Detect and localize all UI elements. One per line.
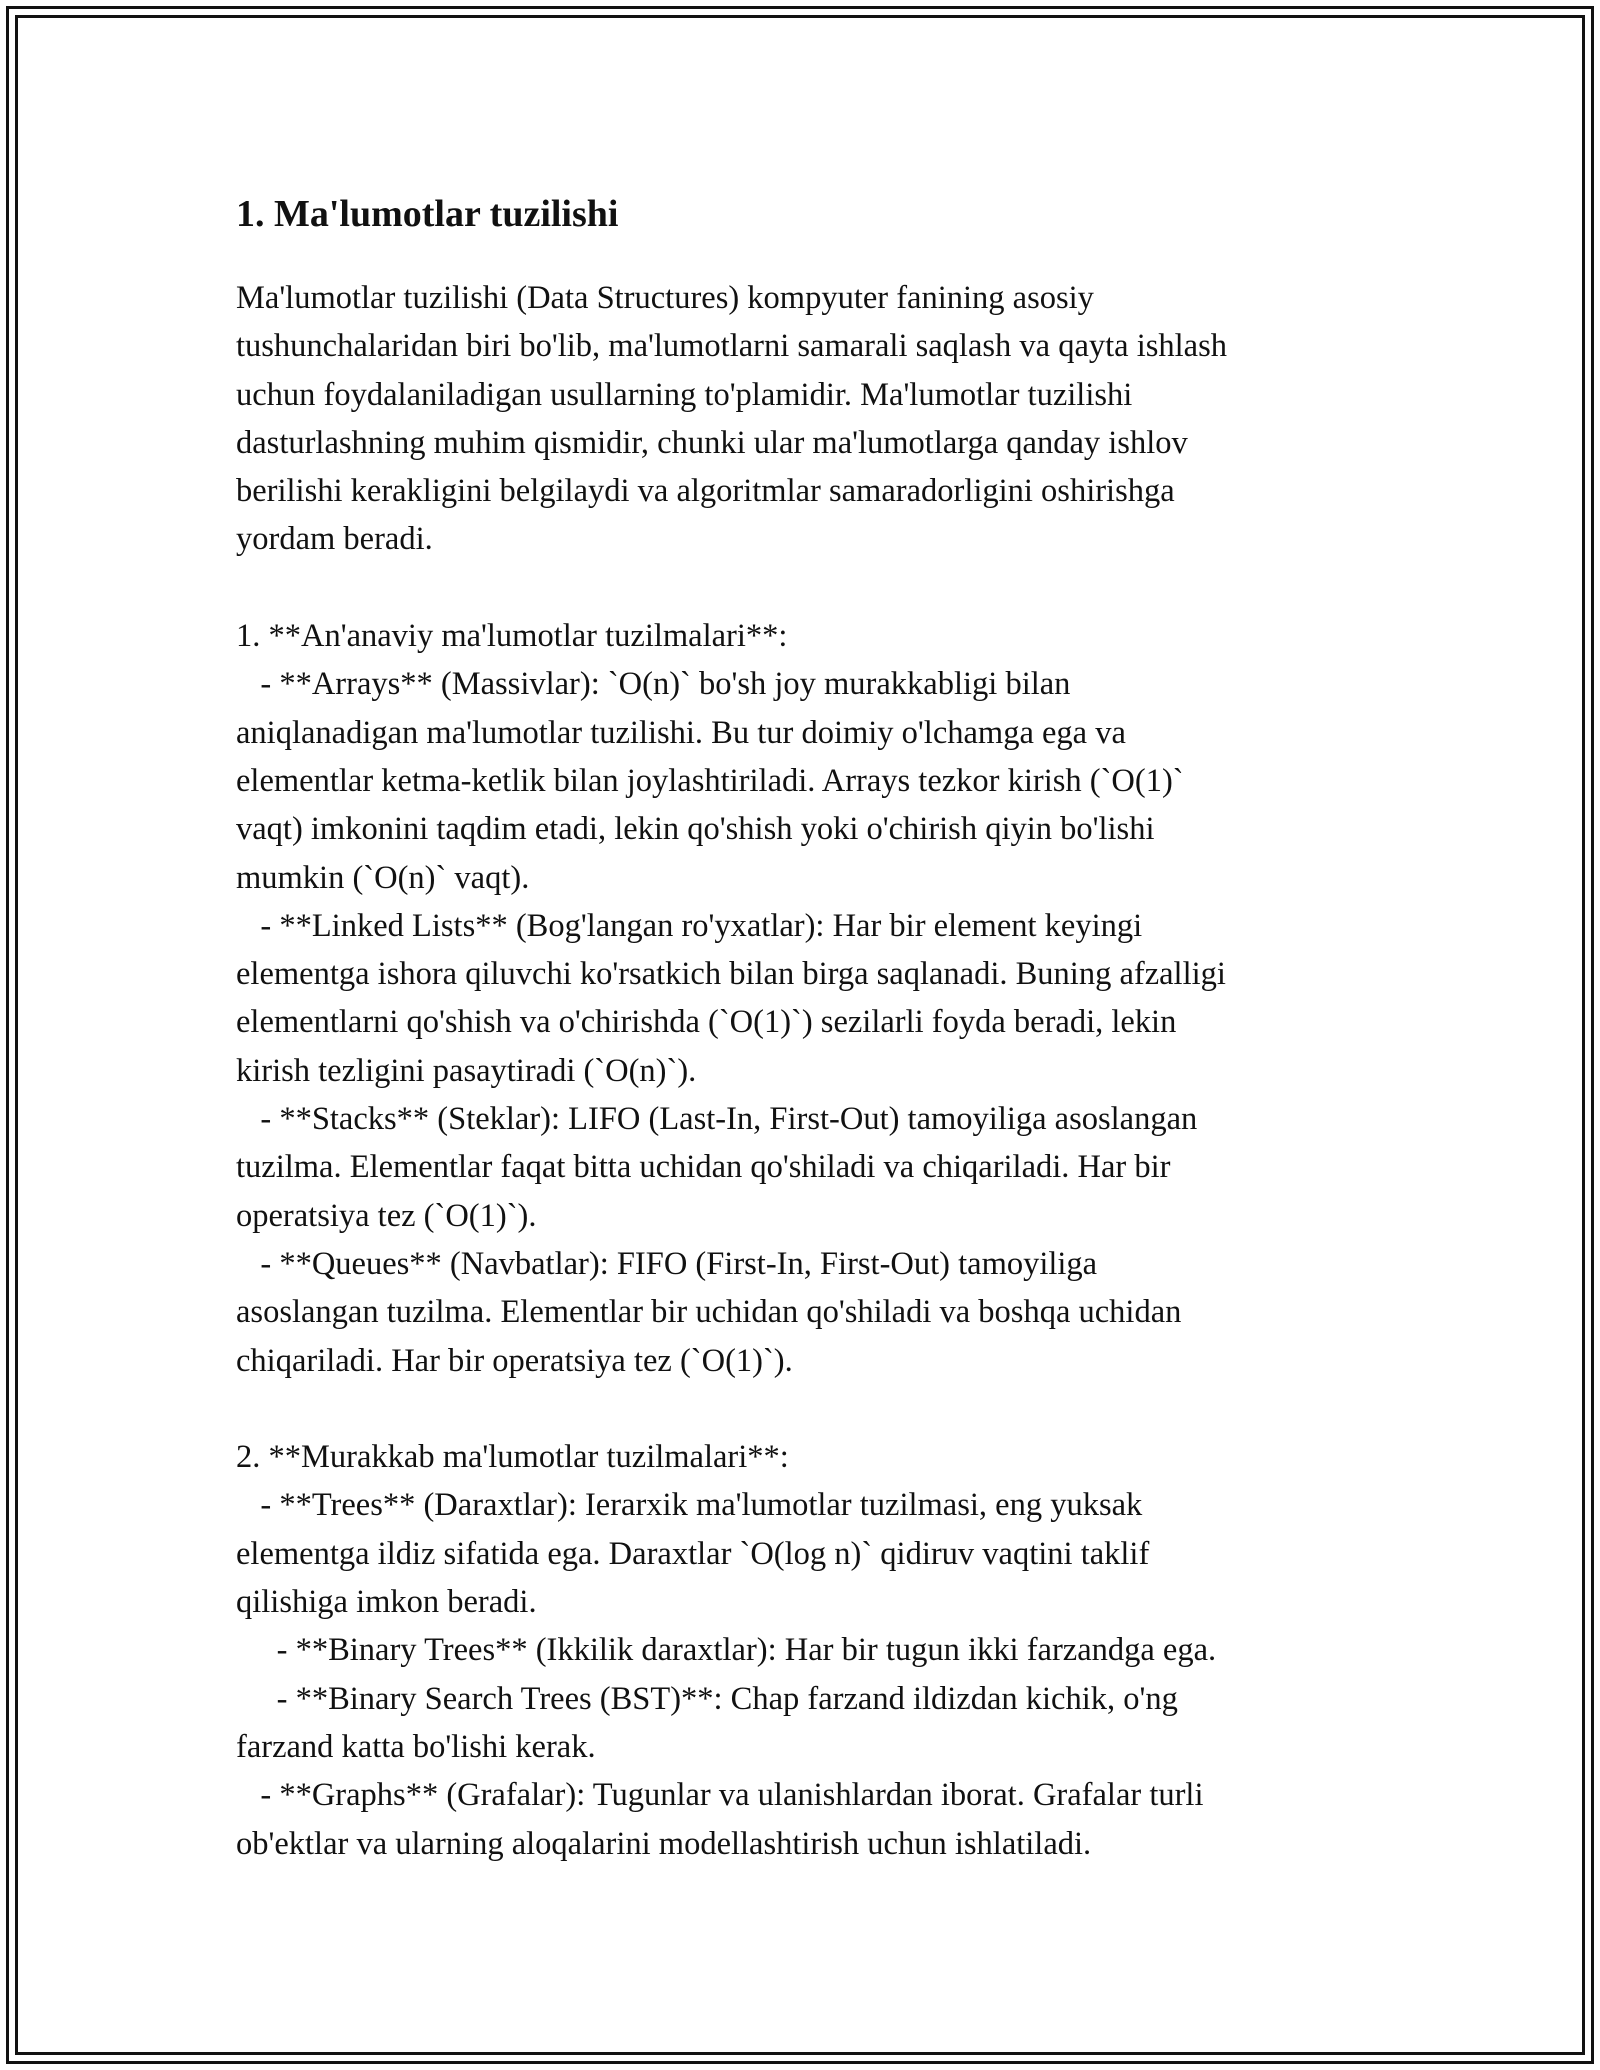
document-text-block: Ma'lumotlar tuzilishi (Data Structures) kompyuter fanining asosiy tushunchalaridan biri bo'lib, ma'lumotlarni samarali saqlash va qayta ishlash uchun foydalaniladigan usullarning to'plamidir. Ma'lumotlar tuzilishi dasturlashning muhim qismidir, chunki ular ma'lumotlarga qanday ishlov berilishi kerakligini belgilaydi va algoritmlar samaradorligini oshirishga yordam beradi. 1. **An'anaviy ma'lumotlar tuzilmalari**: - **Arrays** (Massivlar): `O(n)` bo'sh joy murakkabligi bilan aniqlanadigan ma'lumotlar tuzilishi. Bu tur doimiy o'lchamga ega va elementlar ketma-ketlik bilan joylashtiriladi. Arrays tezkor kirish (`O(1)` vaqt) imkonini taqdim etadi, lekin qo'shish yoki o'chirish qiyin bo'lishi mumkin (`O(n)` vaqt). - **Linked Lists** (Bog'langan ro'yxatlar): Har bir element keyingi elementga ishora qiluvchi ko'rsatkich bilan birga saqlanadi. Buning afzalligi elementlarni qo'shish va o'chirishda (`O(1)`) sezilarli foyda beradi, lekin kirish tezligini pasaytiradi (`O(n)`). - **Stacks** (Steklar): LIFO (Last-In, First-Out) tamoyiliga asoslangan tuzilma. Elementlar faqat bitta uchidan qo'shiladi va chiqariladi. Har bir operatsiya tez (`O(1)`). - **Queues** (Navbatlar): FIFO (First-In, First-Out) tamoyiliga asoslangan tuzilma. Elementlar bir uchidan qo'shiladi va boshqa uchidan chiqariladi. Har bir operatsiya tez (`O(1)`). 2. **Murakkab ma'lumotlar tuzilmalari**: - **Trees** (Daraxtlar): Ierarxik ma'lumotlar tuzilmasi, eng yuksak elementga ildiz sifatida ega. Daraxtlar `O(log n)` qidiruv vaqtini taklif qilishiga imkon beradi. - **Binary Trees** (Ikkilik daraxtlar): Har bir tugun ikki farzandga ega. - **Binary Search Trees (BST)**: Chap farzand ildizdan kichik, o'ng farzand katta bo'lishi kerak. - **Graphs** (Grafalar): Tugunlar va ulanishlardan iborat. Grafalar turli ob'ektlar va ularning aloqalarini modellashtirish uchun ishlatiladi. bbox=[236, 280, 1227, 1862]
document-body bbox=[236, 182, 1366, 1868]
document-heading: 1. Ma'lumotlar tuzilishi bbox=[236, 193, 619, 235]
